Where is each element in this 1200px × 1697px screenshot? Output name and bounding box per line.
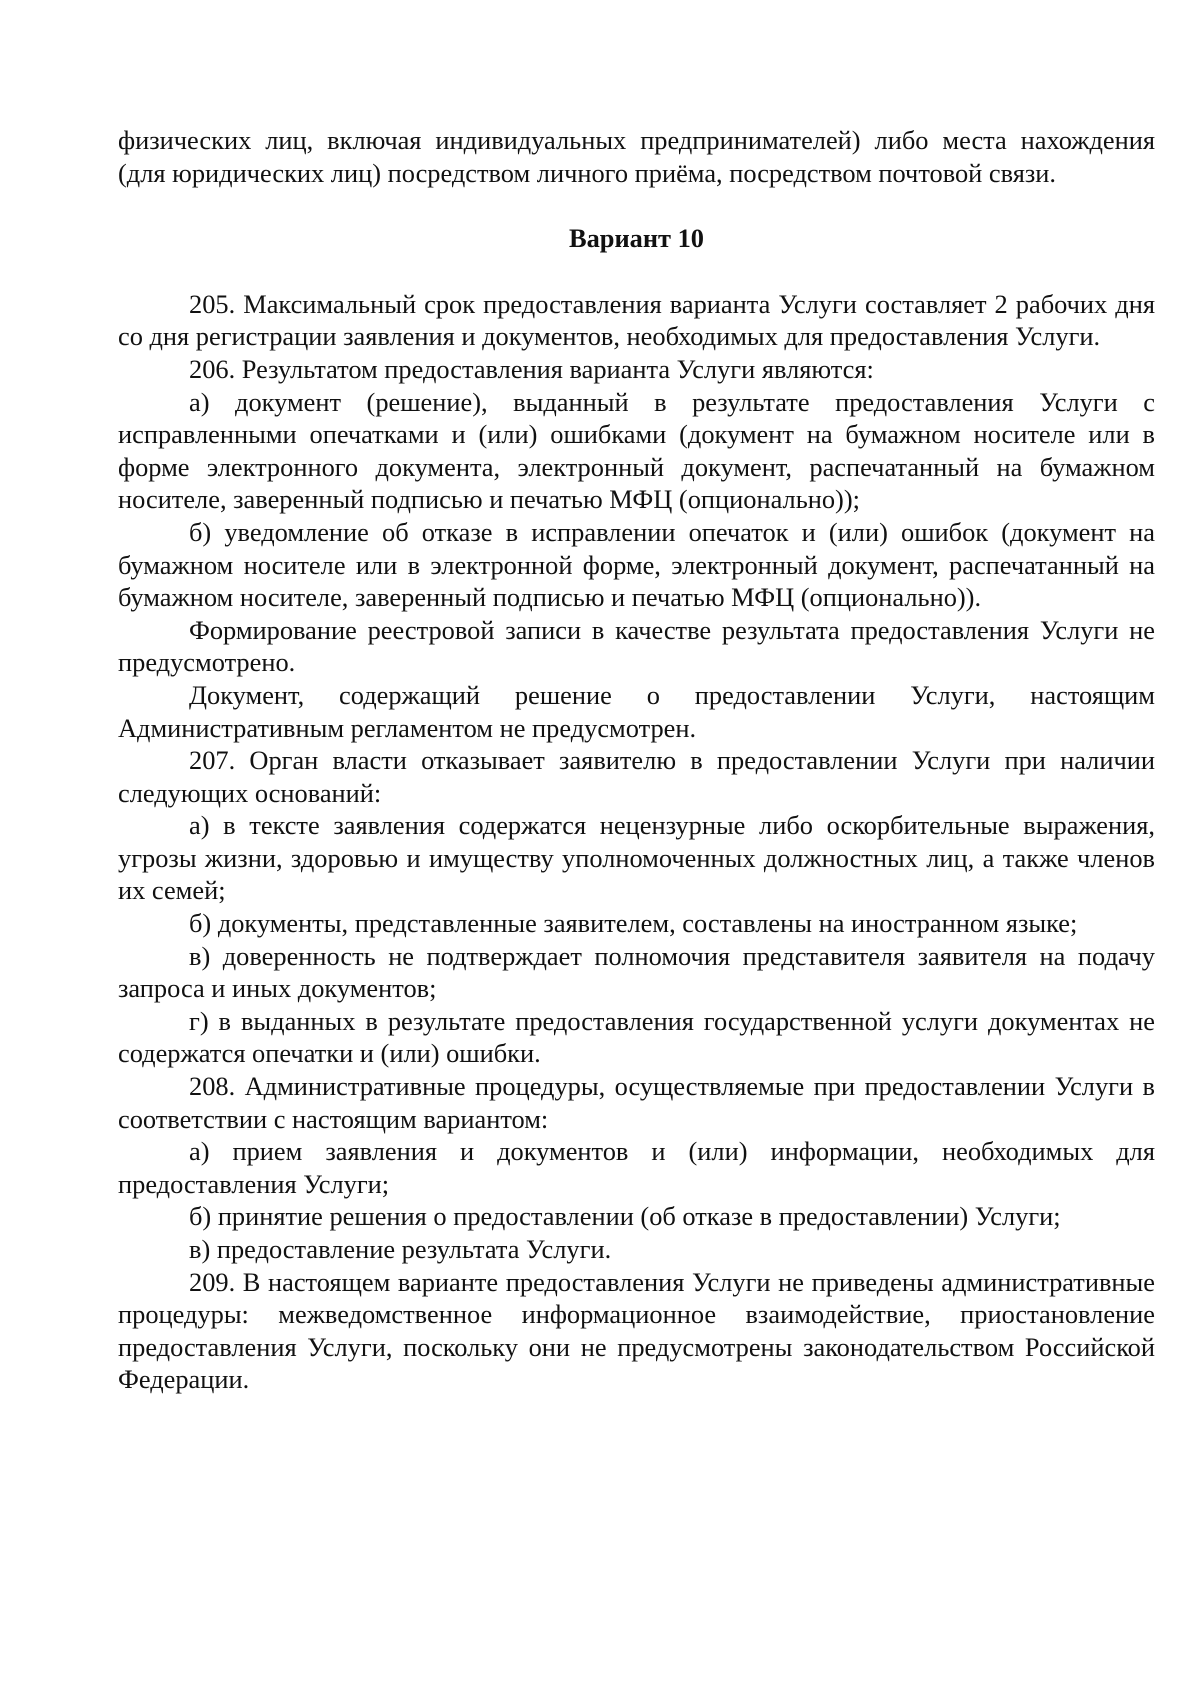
section-heading-wrap [118,222,1155,255]
paragraph-206-b: б) уведомление об отказе в исправлении опечаток и (или) ошибок (документ на бумажном носителе или в электронной форме, электронный документ, распечатанный на бумажном носителе, заверенный подписью и печатью МФЦ (опционально)). [118,516,1155,613]
paragraph-208-b: б) принятие решения о предоставлении (об отказе в предоставлении) Услуги; [189,1201,1061,1232]
paragraph-206: 206. Результатом предоставления варианта Услуги являются: [189,353,874,384]
paragraph-207: 207. Орган власти отказывает заявителю в предоставлении Услуги при наличии следующих оснований: [118,745,1155,808]
paragraph-208-a: а) прием заявления и документов и (или) информации, необходимых для предоставления Услуги; [118,1136,1155,1199]
intro-paragraph: физических лиц, включая индивидуальных предпринимателей) либо места нахождения (для юридических лиц) посредством личного приёма, посредством почтовой связи. [118,125,1155,188]
paragraph-registry-note: Формирование реестровой записи в качестве результата предоставления Услуги не предусмотрено. [118,614,1155,678]
paragraph-208-v: в) предоставление результата Услуги. [189,1234,612,1264]
paragraph-decision-note: Документ, содержащий решение о предоставлении Услуги, настоящим Административным регламентом не предусмотрен. [118,679,1155,743]
paragraph-207-a: а) в тексте заявления содержатся нецензурные либо оскорбительные выражения, угрозы жизни, здоровью и имуществу уполномоченных должностных лиц, а также членов их семей; [118,810,1155,906]
paragraph-207-g: г) в выданных в результате предоставления государственной услуги документах не содержатся опечатки и (или) ошибки. [118,1005,1155,1069]
paragraph-208: 208. Административные процедуры, осуществляемые при предоставлении Услуги в соответствии с настоящим вариантом: [118,1071,1155,1134]
paragraph-207-v: в) доверенность не подтверждает полномочия представителя заявителя на подачу запроса и иных документов; [118,940,1155,1004]
document-body [118,124,1155,1396]
paragraph-207-b: б) документы, представленные заявителем, составлены на иностранном языке; [189,908,1078,939]
paragraph-205: 205. Максимальный срок предоставления варианта Услуги составляет 2 рабочих дня со дня регистрации заявления и документов, необходимых для предоставления Услуги. [118,288,1155,352]
section-title: Вариант 10 [568,223,705,254]
paragraph-206-a: а) документ (решение), выданный в результате предоставления Услуги с исправленными опечатками и (или) ошибками (документ на бумажном носителе или в форме электронного документа, электронный документ, распечатанный на бумажном носителе, заверенный подписью и печатью МФЦ (опционально)); [118,386,1155,515]
paragraph-209: 209. В настоящем варианте предоставления Услуги не приведены административные процедуры: межведомственное информационное взаимодействие, приостановление предоставления Услуги, поскольку они не предусмотрены законодательством Российской Федерации. [118,1266,1155,1395]
